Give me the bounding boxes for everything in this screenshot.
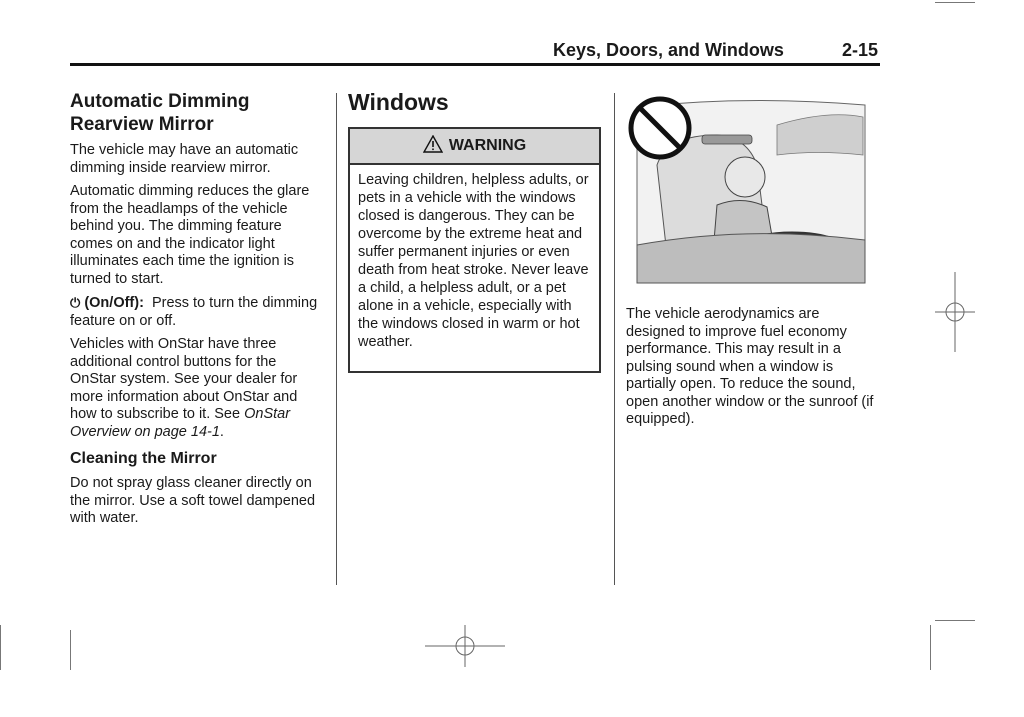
page-number: 2-15 bbox=[842, 40, 879, 60]
column-divider bbox=[336, 93, 337, 585]
paragraph: The vehicle may have an automatic dimming inside rearview mirror. bbox=[70, 142, 299, 176]
crop-mark bbox=[70, 630, 71, 670]
section-title: Keys, Doors, and Windows bbox=[553, 40, 784, 60]
registration-mark bbox=[935, 272, 975, 352]
crop-mark bbox=[935, 2, 975, 3]
left-column bbox=[70, 90, 322, 534]
windows-heading: Windows bbox=[348, 89, 449, 115]
paragraph: Automatic dimming reduces the glare from the headlamps of the vehicle behind you. The dimming feature comes on and the indicator light illuminates each time the ignition is turned to start. bbox=[70, 183, 310, 287]
prohibition-icon bbox=[627, 95, 693, 161]
aerodynamics-paragraph: The vehicle aerodynamics are designed to improve fuel economy performance. This may result in a pulsing sound when a window is partially open. To reduce the sound, open another window or the sunroof (if equipped). bbox=[626, 306, 874, 427]
crop-mark bbox=[0, 625, 1, 670]
mirror-heading: Automatic Dimming Rearview Mirror bbox=[70, 91, 250, 135]
onoff-text: Press to turn the dimming feature on or off. bbox=[70, 295, 318, 329]
crop-mark bbox=[930, 625, 931, 670]
cleaning-subheading: Cleaning the Mirror bbox=[70, 450, 217, 467]
paragraph: Do not spray glass cleaner directly on the mirror. Use a soft towel dampened with water. bbox=[70, 475, 316, 526]
warning-header bbox=[350, 129, 599, 165]
onstar-end: . bbox=[219, 423, 224, 440]
column-divider bbox=[614, 93, 615, 585]
onstar-text: Vehicles with OnStar have three additional control buttons for the OnStar system. See your dealer for more information about OnStar and how to subscribe to it. See bbox=[70, 336, 298, 422]
registration-mark bbox=[425, 625, 505, 667]
onoff-label: (On/Off): bbox=[84, 295, 144, 311]
header-rule bbox=[70, 63, 880, 66]
warning-text: Leaving children, helpless adults, or pets in a vehicle with the windows closed is dangerous. They can be overcome by the extreme heat and suffer permanent injuries or even death from heat stroke. Never leave a child, a helpless adult, or a pet alone in a vehicle, especially with the windows closed in warm or hot weather. bbox=[358, 172, 589, 350]
warning-icon bbox=[423, 135, 443, 158]
power-icon: ⏻ bbox=[70, 295, 81, 310]
crop-mark bbox=[935, 620, 975, 621]
child-in-car-illustration bbox=[627, 95, 867, 285]
onstar-paragraph bbox=[70, 336, 322, 441]
warning-label: WARNING bbox=[448, 137, 527, 154]
onoff-paragraph bbox=[70, 294, 322, 330]
onstar-reference: OnStar Overview on page 14-1 bbox=[70, 406, 291, 440]
warning-box bbox=[348, 127, 601, 373]
